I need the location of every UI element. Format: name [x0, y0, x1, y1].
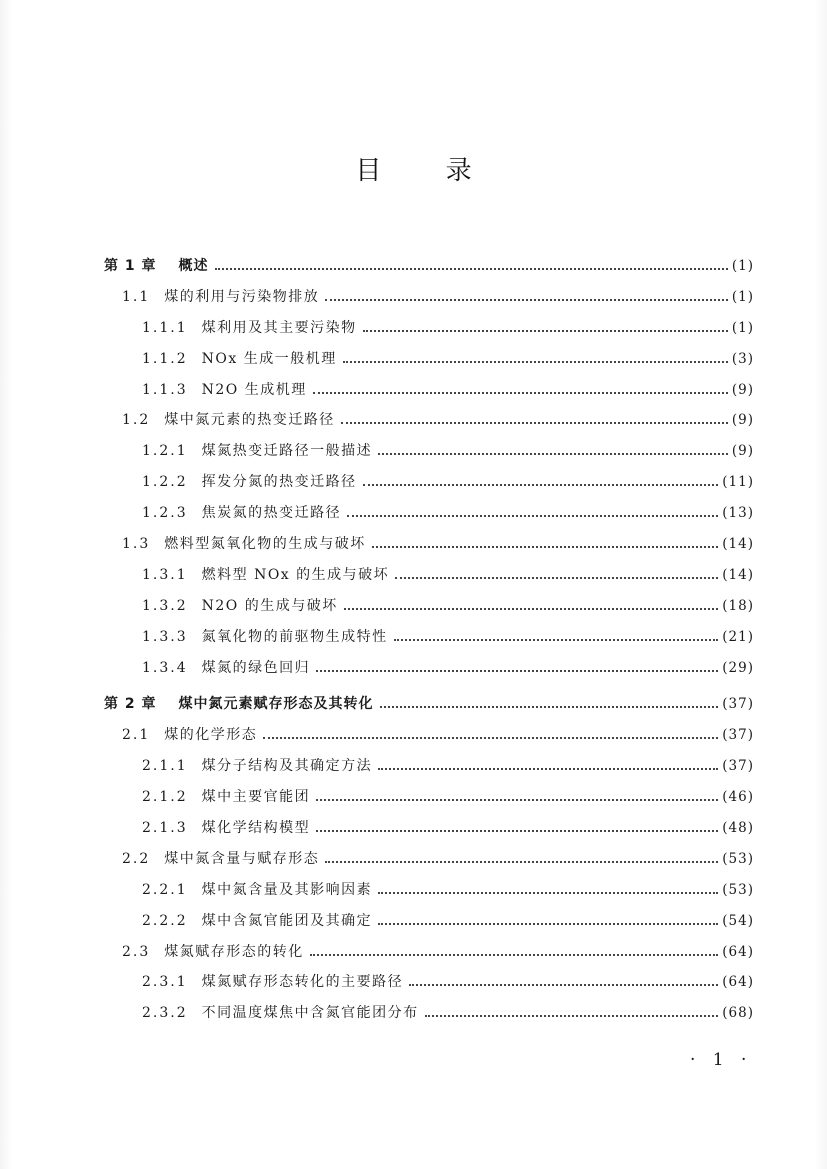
entry-page: (48): [722, 820, 754, 837]
entry-page: (37): [722, 727, 754, 744]
entry-label: 煤分子结构及其确定方法: [201, 758, 373, 775]
entry-label: 煤中氮含量及其影响因素: [201, 881, 373, 898]
dot-leader: [380, 706, 719, 708]
dot-leader: [316, 670, 718, 672]
entry-number: 2.3: [122, 943, 151, 960]
entry-label: 煤氮赋存形态转化的主要路径: [201, 974, 404, 991]
entry-label: 概述: [178, 258, 209, 274]
toc-entry-section[interactable]: [104, 533, 754, 564]
toc-entry-subsection[interactable]: [104, 502, 754, 533]
toc-entry-section[interactable]: [104, 941, 754, 972]
toc-entry-subsection[interactable]: [104, 471, 754, 502]
dot-leader: [341, 422, 728, 424]
toc-entry-section[interactable]: [104, 724, 754, 755]
dot-leader: [325, 299, 728, 301]
entry-page: (64): [722, 943, 754, 960]
entry-number: 1.1.3: [142, 381, 188, 398]
toc-entry-subsection[interactable]: [104, 564, 754, 595]
entry-label: 煤氮热变迁路径一般描述: [201, 443, 373, 460]
entry-number: 2.2: [122, 850, 151, 867]
toc-entry-subsection[interactable]: [104, 657, 754, 688]
entry-number: 2.1.3: [142, 820, 188, 837]
toc-entry-subsection[interactable]: [104, 817, 754, 848]
toc-entry-subsection[interactable]: [104, 1002, 754, 1033]
dot-leader: [378, 892, 718, 894]
entry-label: 煤化学结构模型: [201, 820, 311, 837]
entry-number: 2.1.1: [142, 758, 188, 775]
entry-label: 焦炭氮的热变迁路径: [201, 505, 342, 522]
entry-page: (53): [722, 881, 754, 898]
toc-entry-subsection[interactable]: [104, 879, 754, 910]
entry-number: 1.2: [122, 412, 151, 429]
entry-page: (68): [722, 1005, 754, 1022]
entry-page: (9): [731, 381, 754, 398]
toc-entry-subsection[interactable]: [104, 317, 754, 348]
toc-entry-section[interactable]: [104, 409, 754, 440]
entry-label: 煤中含氮官能团及其确定: [201, 912, 373, 929]
entry-page: (46): [722, 789, 754, 806]
entry-label: 不同温度煤焦中含氮官能团分布: [201, 1005, 419, 1022]
entry-page: (9): [731, 443, 754, 460]
entry-number: 1.3.1: [142, 566, 188, 583]
entry-page: (1): [731, 288, 754, 305]
dot-leader: [313, 392, 728, 394]
entry-label: 煤中氮含量与赋存形态: [164, 850, 320, 867]
entry-label: 煤的化学形态: [164, 727, 258, 744]
entry-page: (1): [731, 258, 754, 274]
toc-entry-subsection[interactable]: [104, 786, 754, 817]
entry-number: 2.2.1: [142, 881, 188, 898]
entry-label: 挥发分氮的热变迁路径: [201, 474, 357, 491]
toc-entry-subsection[interactable]: [104, 379, 754, 410]
entry-number: 1.3.3: [142, 628, 188, 645]
page-number: · 1 ·: [690, 1050, 753, 1070]
toc-entry-subsection[interactable]: [104, 348, 754, 379]
dot-leader: [263, 737, 718, 739]
dot-leader: [378, 768, 718, 770]
entry-page: (14): [722, 566, 754, 583]
dot-leader: [378, 923, 718, 925]
toc-entry-subsection[interactable]: [104, 971, 754, 1002]
entry-label: 氮氧化物的前驱物生成特性: [201, 628, 388, 645]
entry-label: 煤中氮元素的热变迁路径: [164, 412, 335, 429]
toc-entry-section[interactable]: [104, 286, 754, 317]
dot-leader: [378, 453, 728, 455]
entry-number: 第 1 章: [104, 258, 157, 274]
entry-label: 燃料型 NOx 的生成与破坏: [201, 566, 390, 583]
dot-leader: [215, 268, 728, 270]
entry-page: (18): [722, 597, 754, 614]
entry-number: 1.3.4: [142, 659, 188, 676]
dot-leader: [395, 577, 718, 579]
entry-number: 1.3: [122, 536, 151, 553]
entry-number: 第 2 章: [104, 696, 157, 713]
toc-entry-subsection[interactable]: [104, 440, 754, 471]
entry-label: N2O 的生成与破坏: [201, 597, 338, 614]
entry-page: (37): [722, 696, 754, 713]
entry-page: (1): [731, 319, 754, 336]
entry-page: (37): [722, 758, 754, 775]
dot-leader: [347, 515, 718, 517]
entry-page: (53): [722, 850, 754, 867]
table-of-contents: [104, 255, 754, 1033]
entry-label: 燃料型氮氧化物的生成与破坏: [164, 536, 366, 553]
entry-number: 2.1.2: [142, 789, 188, 806]
dot-leader: [372, 546, 719, 548]
toc-entry-subsection[interactable]: [104, 755, 754, 786]
entry-page: (21): [722, 628, 754, 645]
dot-leader: [363, 484, 719, 486]
dot-leader: [343, 361, 728, 363]
toc-entry-subsection[interactable]: [104, 626, 754, 657]
dot-leader: [325, 861, 718, 863]
entry-page: (14): [722, 536, 754, 553]
entry-label: 煤中主要官能团: [201, 789, 311, 806]
entry-label: 煤中氮元素赋存形态及其转化: [178, 696, 374, 713]
entry-number: 1.1: [122, 288, 151, 305]
entry-page: (29): [722, 659, 754, 676]
toc-entry-subsection[interactable]: [104, 595, 754, 626]
entry-number: 1.1.1: [142, 319, 188, 336]
entry-label: 煤利用及其主要污染物: [201, 319, 357, 336]
toc-entry-chapter[interactable]: [104, 255, 754, 286]
entry-page: (54): [722, 912, 754, 929]
entry-number: 1.2.2: [142, 474, 188, 491]
dot-leader: [394, 639, 719, 641]
entry-number: 2.3.1: [142, 974, 188, 991]
entry-number: 2.1: [122, 727, 151, 744]
entry-label: NOx 生成一般机理: [201, 350, 337, 367]
dot-leader: [425, 1015, 719, 1017]
page-title: 目 录: [355, 156, 500, 186]
entry-number: 1.2.1: [142, 443, 188, 460]
dot-leader: [316, 799, 718, 801]
entry-label: N2O 生成机理: [201, 381, 307, 398]
dot-leader: [316, 830, 718, 832]
toc-entry-section[interactable]: [104, 848, 754, 879]
entry-number: 1.2.3: [142, 505, 188, 522]
entry-label: 煤氮赋存形态的转化: [164, 943, 304, 960]
entry-number: 1.3.2: [142, 597, 188, 614]
entry-label: 煤氮的绿色回归: [201, 659, 311, 676]
toc-entry-subsection[interactable]: [104, 910, 754, 941]
toc-entry-chapter[interactable]: [104, 693, 754, 724]
entry-number: 2.3.2: [142, 1005, 188, 1022]
entry-label: 煤的利用与污染物排放: [164, 288, 320, 305]
entry-page: (64): [722, 974, 754, 991]
dot-leader: [409, 984, 718, 986]
entry-number: 1.1.2: [142, 350, 188, 367]
entry-page: (13): [722, 505, 754, 522]
dot-leader: [363, 330, 728, 332]
entry-page: (9): [731, 412, 754, 429]
dot-leader: [310, 954, 719, 956]
entry-page: (3): [731, 350, 754, 367]
entry-page: (11): [722, 474, 754, 491]
dot-leader: [344, 608, 719, 610]
entry-number: 2.2.2: [142, 912, 188, 929]
